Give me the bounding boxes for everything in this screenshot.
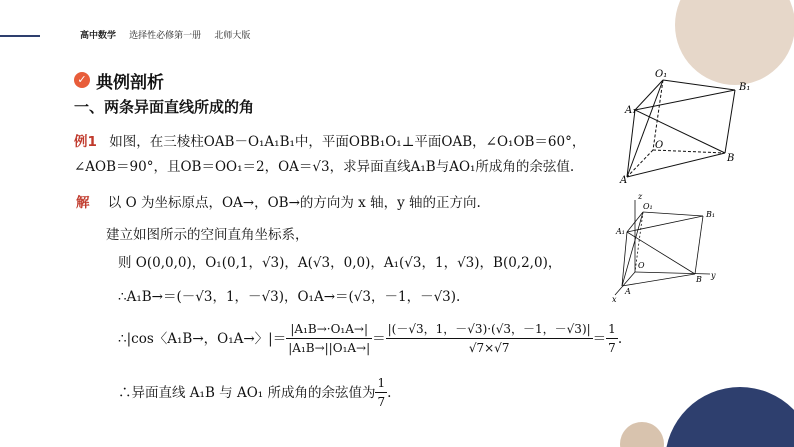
fraction-1-num: |A₁B→·O₁A→| [286, 320, 372, 339]
edge-o-b [653, 150, 725, 153]
label2-a1: A₁ [616, 227, 625, 236]
solution-text-4: ∴A₁B→＝(－√3，1，－√3)，O₁A→＝(√3，－1，－√3). [118, 289, 461, 305]
coordinate-figure [605, 190, 735, 305]
navy-circle-bottom [665, 387, 794, 447]
solution-text-1: 以 O 为坐标原点，OA→，OB→的方向为 x 轴，y 轴的正方向. [107, 195, 481, 211]
edge-a-b [627, 153, 725, 177]
example-text-2: ∠AOB＝90°，且OB＝OO₁＝2，OA＝√3，求异面直线A₁B与AO₁所成角的余弦值. [74, 159, 575, 175]
example-label: 例1 [74, 134, 97, 150]
axis-y [635, 272, 710, 274]
label2-x: x [612, 295, 617, 304]
fraction-final-num: 1 [375, 374, 387, 393]
label2-y: y [711, 271, 716, 280]
edge2-o1-b1 [643, 212, 703, 216]
solution-text-5: ∴|cos〈A₁B→，O₁A→〉|＝ [118, 330, 287, 347]
fraction-2-den: √7×√7 [468, 341, 510, 355]
solution-text-6: ∴异面直线 A₁B 与 AO₁ 所成角的余弦值为 [118, 384, 376, 401]
solution-cos-line [118, 320, 622, 357]
solution-label: 解 [76, 195, 90, 211]
fraction-1-den: |A₁B→||O₁A→| [288, 341, 371, 355]
header-publisher: 北师大版 [214, 31, 251, 41]
section-badge: 典例剖析 [96, 73, 164, 93]
label2-a: A [625, 287, 631, 296]
fraction-2-num: |(－√3，1，－√3)·(√3，－1，－√3)| [386, 320, 593, 339]
edge-o-a [627, 150, 653, 177]
header-book: 选择性必修第一册 [129, 31, 202, 41]
label2-b: B [696, 275, 702, 284]
label-a1: A₁ [625, 105, 637, 116]
fraction-final [375, 374, 387, 411]
label2-b1: B₁ [706, 210, 716, 219]
example-line-1 [74, 133, 585, 151]
label-o1: O₁ [655, 69, 668, 80]
tan-circle-bottom [620, 422, 664, 447]
period-2: . [387, 384, 392, 401]
fraction-2 [386, 320, 593, 357]
equals-2: ＝ [592, 330, 607, 347]
prism-figure [615, 65, 790, 190]
check-icon: ✓ [74, 72, 90, 88]
fraction-3-num: 1 [606, 320, 618, 339]
example-text-1: 如图，在三棱柱OAB－O₁A₁B₁中，平面OBB₁O₁⊥平面OAB，∠O₁OB＝60°， [109, 134, 586, 150]
label-a: A [620, 175, 628, 186]
edge-a1-b1 [635, 90, 735, 110]
label2-o: O [638, 261, 645, 270]
solution-line-1 [76, 194, 481, 212]
edge-b1-b [725, 90, 735, 153]
edge-o1-b1 [663, 80, 735, 90]
label-b: B [727, 153, 735, 164]
solution-final-line [118, 374, 391, 411]
diag-a1-b [635, 110, 725, 153]
fraction-final-den: 7 [377, 395, 386, 409]
period-1: . [617, 330, 623, 347]
solution-text-3: 则 O(0,0,0)，O₁(0,1，√3)，A(√3，0,0)，A₁(√3，1，√3)，B(0,2,0)， [118, 255, 562, 271]
fraction-1 [286, 320, 372, 357]
equals-1: ＝ [372, 330, 386, 347]
label2-z: z [638, 192, 643, 201]
fraction-3 [606, 320, 618, 357]
label2-o1: O₁ [643, 202, 653, 211]
edge2-a-b [622, 274, 695, 286]
edge2-b1-b [695, 216, 703, 274]
fraction-3-den: 7 [608, 341, 616, 355]
label-b1: B₁ [739, 82, 751, 93]
solution-text-2: 建立如图所示的空间直角坐标系， [106, 227, 309, 243]
label-o: O [655, 140, 664, 151]
header-subject: 高中数学 [80, 31, 117, 41]
header-bar [80, 28, 250, 41]
section-heading: 一、两条异面直线所成的角 [74, 98, 255, 116]
